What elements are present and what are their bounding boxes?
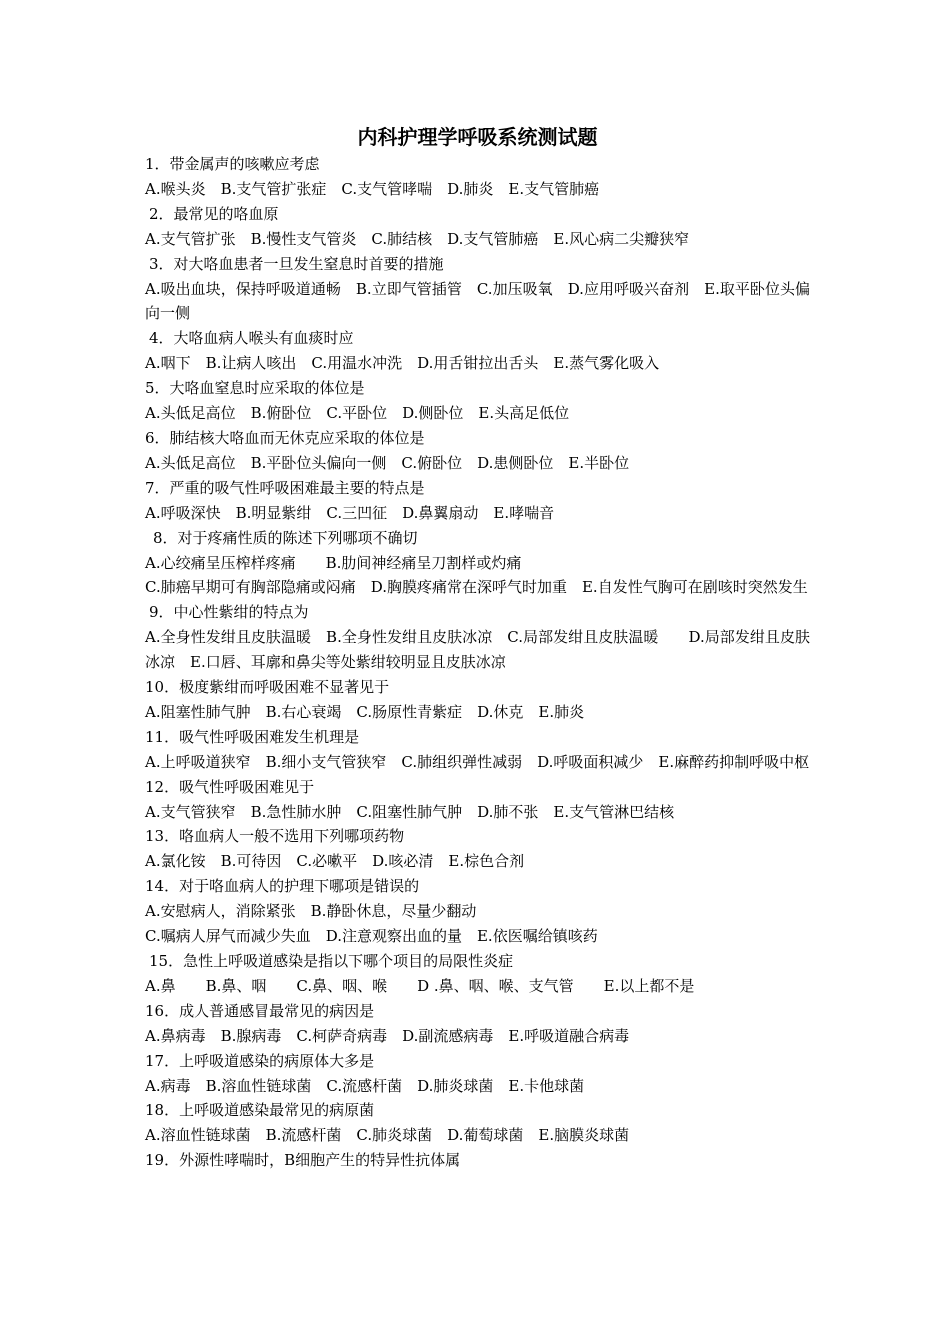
- question-17: 17．上呼吸道感染的病原体大多是: [145, 1051, 375, 1070]
- options-2: A.支气管扩张 B.慢性支气管炎 C.肺结核 D.支气管肺癌 E.风心病二尖瓣狭窄: [145, 229, 690, 248]
- question-14: 14．对于咯血病人的护理下哪项是错误的: [145, 877, 420, 896]
- options-18: A.溶血性链球菌 B.流感杆菌 C.肺炎球菌 D.葡萄球菌 E.脑膜炎球菌: [145, 1126, 630, 1145]
- options-17: A.病毒 B.溶血性链球菌 C.流感杆菌 D.肺炎球菌 E.卡他球菌: [145, 1076, 585, 1095]
- options-14a: A.安慰病人，消除紧张 B.静卧休息，尽量少翻动: [145, 902, 477, 921]
- options-4: A.咽下 B.让病人咳出 C.用温水冲洗 D.用舌钳拉出舌头 E.蒸气雾化吸入: [145, 354, 660, 373]
- question-16: 16．成人普通感冒最常见的病因是: [145, 1001, 375, 1020]
- question-7: 7．严重的吸气性呼吸困难最主要的特点是: [145, 478, 425, 497]
- question-15: 15．急性上呼吸道感染是指以下哪个项目的局限性炎症: [149, 952, 514, 970]
- question-6: 6．肺结核大咯血而无休克应采取的体位是: [145, 428, 425, 447]
- options-6: A.头低足高位 B.平卧位头偏向一侧 C.俯卧位 D.患侧卧位 E.半卧位: [145, 453, 630, 472]
- question-1: 1．带金属声的咳嗽应考虑: [145, 155, 320, 173]
- options-14b: C.嘱病人屏气而减少失血 D.注意观察出血的量 E.依医嘱给镇咳药: [145, 927, 598, 946]
- question-8: 8．对于疼痛性质的陈述下列哪项不确切: [153, 528, 418, 547]
- document-page: [145, 122, 810, 1173]
- options-1: A.喉头炎 B.支气管扩张症 C.支气管哮喘 D.肺炎 E.支气管肺癌: [145, 179, 600, 198]
- question-18: 18．上呼吸道感染最常见的病原菌: [145, 1101, 375, 1120]
- question-3: 3．对大咯血患者一旦发生窒息时首要的措施: [149, 254, 444, 273]
- question-4: 4．大咯血病人喉头有血痰时应: [149, 329, 354, 348]
- question-2: 2．最常见的咯血原: [149, 204, 279, 223]
- options-13: A.氯化铵 B.可待因 C.必嗽平 D.咳必清 E.棕色合剂: [145, 852, 525, 871]
- options-10: A.阻塞性肺气肿 B.右心衰竭 C.肠原性青紫症 D.休克 E.肺炎: [145, 702, 585, 721]
- options-11: A.上呼吸道狭窄 B.细小支气管狭窄 C.肺组织弹性减弱 D.呼吸面积减少 E.麻醉药抑制呼吸中枢: [145, 752, 810, 771]
- options-16: A.鼻病毒 B.腺病毒 C.柯萨奇病毒 D.副流感病毒 E.呼吸道融合病毒: [145, 1026, 630, 1045]
- question-10: 10．极度紫绀而呼吸困难不显著见于: [145, 678, 390, 697]
- question-12: 12．吸气性呼吸困难见于: [145, 777, 315, 796]
- document-title: 内科护理学呼吸系统测试题: [357, 125, 598, 149]
- options-8b: C.肺癌早期可有胸部隐痛或闷痛 D.胸膜疼痛常在深呼气时加重 E.自发性气胸可在剧咳时突然发生: [145, 578, 808, 597]
- question-13: 13．咯血病人一般不选用下列哪项药物: [145, 827, 405, 846]
- options-3: A.吸出血块，保持呼吸道通畅 B.立即气管插管 C.加压吸氧 D.应用呼吸兴奋剂 E.取平卧位头偏向一侧: [145, 279, 810, 323]
- question-5: 5．大咯血窒息时应采取的体位是: [145, 379, 365, 398]
- options-7: A.呼吸深快 B.明显紫绀 C.三凹征 D.鼻翼扇动 E.哮喘音: [145, 503, 555, 522]
- question-11: 11．吸气性呼吸困难发生机理是: [145, 727, 360, 746]
- options-15: A.鼻 B.鼻、咽 C.鼻、咽、喉 D .鼻、咽、喉、支气管 E.以上都不是: [145, 976, 695, 995]
- options-5: A.头低足高位 B.俯卧位 C.平卧位 D.侧卧位 E.头高足低位: [145, 404, 570, 423]
- question-19: 19．外源性哮喘时，B细胞产生的特异性抗体属: [145, 1151, 461, 1170]
- options-9: A.全身性发绀且皮肤温暖 B.全身性发绀且皮肤冰凉 C.局部发绀且皮肤温暖 D.局部发绀且皮肤冰凉 E.口唇、耳廓和鼻尖等处紫绀较明显且皮肤冰凉: [145, 628, 810, 672]
- options-8a: A.心绞痛呈压榨样疼痛 B.肋间神经痛呈刀割样或灼痛: [145, 553, 522, 572]
- options-12: A.支气管狭窄 B.急性肺水肿 C.阻塞性肺气肿 D.肺不张 E.支气管淋巴结核: [145, 802, 675, 821]
- question-9: 9．中心性紫绀的特点为: [149, 603, 309, 622]
